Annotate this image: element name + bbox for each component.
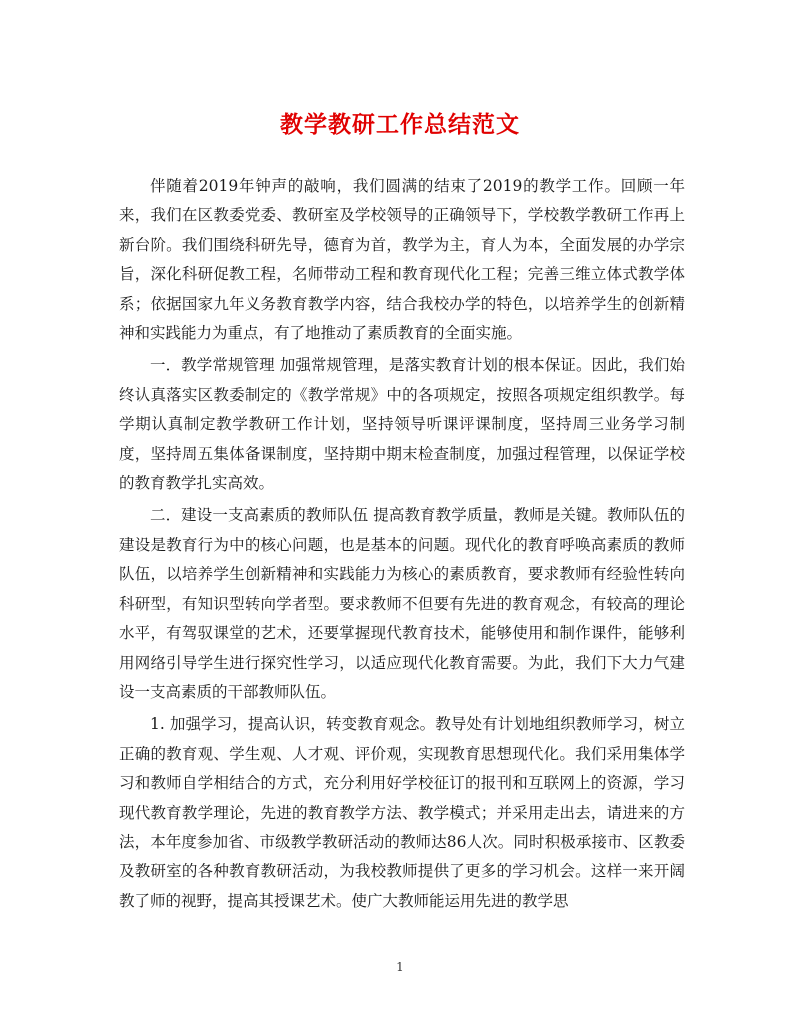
document-title: 教学教研工作总结范文 [280,111,520,138]
paragraph-item-1: 1. 加强学习，提高认识，转变教育观念。教导处有计划地组织教师学习，树立正确的教育观、学生观、人才观、评价观，实现教育思想现代化。我们采用集体学习和教师自学相结合的方式，充分利用好学校征订的报刊和互联网上的资源，学习现代教育教学理论，先进的教育教学方法、教学模式；并采用走出去，请进来的方法，本年度参加省、市级教学教研活动的教师达86人次。同时积极承接市、区教委及教研室的各种教育教研活动，为我校教师提供了更多的学习机会。这样一来开阔教了师的视野，提高其授课艺术。使广大教师能运用先进的教学思 [119,715,685,910]
paragraph-section-2: 二．建设一支高素质的教师队伍 提高教育教学质量，教师是关键。教师队伍的建设是教育行为中的核心问题，也是基本的问题。现代化的教育呼唤高素质的教师队伍，以培养学生创新精神和实践能力为核心的素质教育，要求教师有经验性转向科研型，有知识型转向学者型。要求教师不但要有先进的教育观念，有较高的理论水平，有驾驭课堂的艺术，还要掌握现代教育技术，能够使用和制作课件，能够利用网络引导学生进行探究性学习，以适应现代化教育需要。为此，我们下大力气建设一支高素质的干部教师队伍。 [119,506,685,701]
paragraph-intro: 伴随着2019年钟声的敲响，我们圆满的结束了2019的教学工作。回顾一年来，我们在区教委党委、教研室及学校领导的正确领导下，学校教学教研工作再上新台阶。我们围绕科研先导，德育为首，教学为主，育人为本，全面发展的办学宗旨，深化科研促教工程，名师带动工程和教育现代化工程；完善三维立体式教学体系；依据国家九年义务教育教学内容，结合我校办学的特色，以培养学生的创新精神和实践能力为重点，有了地推动了素质教育的全面实施。 [119,177,685,343]
paragraph-section-1: 一．教学常规管理 加强常规管理，是落实教育计划的根本保证。因此，我们始终认真落实区教委制定的《教学常规》中的各项规定，按照各项规定组织教学。每学期认真制定教学教研工作计划，坚持领导听课评课制度，坚持周三业务学习制度，坚持周五集体备课制度，坚持期中期末检查制度，加强过程管理，以保证学校的教育教学扎实高效。 [119,356,685,493]
page-number: 1 [396,960,404,974]
document-body [119,172,685,919]
